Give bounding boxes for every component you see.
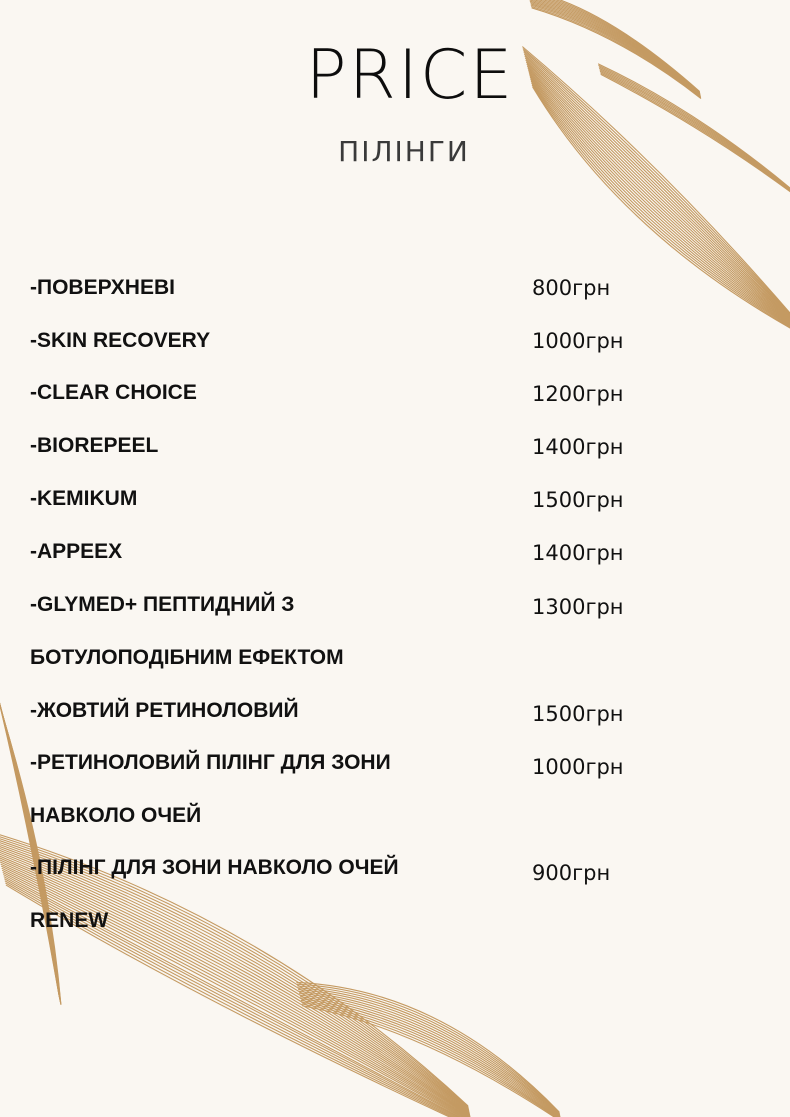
brushstroke-line (301, 1000, 560, 1117)
brushstroke-line (0, 854, 469, 1115)
brushstroke-line (0, 701, 60, 998)
service-name: -GLYMED+ ПЕПТИДНИЙ З (30, 593, 295, 616)
brushstroke-line (0, 852, 469, 1114)
brushstroke-line (302, 1004, 561, 1117)
brushstroke-line (0, 839, 468, 1108)
brushstroke-line (301, 999, 560, 1117)
brushstroke-line (3, 871, 471, 1117)
brushstroke-line (0, 847, 469, 1111)
service-price: 800грн (532, 276, 611, 300)
service-price: 1000грн (532, 329, 624, 353)
service-name-continued: RENEW (30, 909, 109, 932)
service-name: -KEMIKUM (30, 487, 138, 510)
service-price: 1400грн (532, 541, 624, 565)
brushstroke-line (0, 698, 59, 997)
brushstroke-line (0, 845, 469, 1111)
brushstroke-line (0, 703, 60, 999)
brushstroke-line (0, 856, 470, 1115)
service-name: -РЕТИНОЛОВИЙ ПІЛІНГ ДЛЯ ЗОНИ (30, 751, 391, 774)
brushstroke-line (2, 866, 471, 1117)
service-price: 1000грн (532, 755, 624, 779)
brushstroke-line (0, 705, 60, 1000)
brushstroke-line (303, 1006, 561, 1117)
brushstroke-line (298, 988, 559, 1114)
brushstroke-line (0, 841, 468, 1109)
service-name-continued: НАВКОЛО ОЧЕЙ (30, 804, 202, 827)
service-name: -SKIN RECOVERY (30, 329, 211, 352)
brushstroke-line (2, 868, 471, 1117)
brushstroke-line (0, 860, 470, 1117)
service-name: -ПОВЕРХНЕВІ (30, 276, 175, 299)
brushstroke-line (299, 991, 560, 1115)
brushstroke-line (302, 1002, 561, 1117)
brushstroke-line (299, 990, 560, 1115)
service-name: -CLEAR CHOICE (30, 381, 197, 404)
brushstroke-line (300, 993, 560, 1116)
brushstroke-line (297, 982, 559, 1111)
brushstroke-line (297, 984, 559, 1112)
page-title: PRICE (305, 36, 515, 115)
brushstroke-line (1, 864, 470, 1117)
service-price: 1400грн (532, 435, 624, 459)
service-name: -ПІЛІНГ ДЛЯ ЗОНИ НАВКОЛО ОЧЕЙ (30, 856, 399, 879)
brushstroke-line (0, 700, 60, 998)
service-price: 1500грн (532, 702, 624, 726)
brushstroke-line (0, 843, 469, 1110)
brushstroke-line (0, 692, 59, 994)
brushstroke-line (298, 986, 560, 1113)
brushstroke-line (0, 694, 59, 995)
brushstroke-line (0, 696, 59, 996)
service-name: -ЖОВТИЙ РЕТИНОЛОВИЙ (30, 699, 299, 722)
service-name-continued: БОТУЛОПОДІБНИМ ЕФЕКТОМ (30, 646, 344, 669)
brushstroke-line (0, 850, 469, 1113)
service-name: -BIOREPEEL (30, 434, 159, 457)
service-name: -APPEEX (30, 540, 123, 563)
brushstroke-line (1, 862, 471, 1117)
service-price: 1500грн (532, 488, 624, 512)
service-price: 900грн (532, 861, 611, 885)
brushstroke-line (300, 995, 560, 1117)
brushstroke-line (300, 997, 560, 1117)
brushstroke-line (0, 858, 470, 1116)
service-price: 1300грн (532, 595, 624, 619)
section-subtitle: ПІЛІНГИ (338, 135, 470, 168)
service-price: 1200грн (532, 382, 624, 406)
